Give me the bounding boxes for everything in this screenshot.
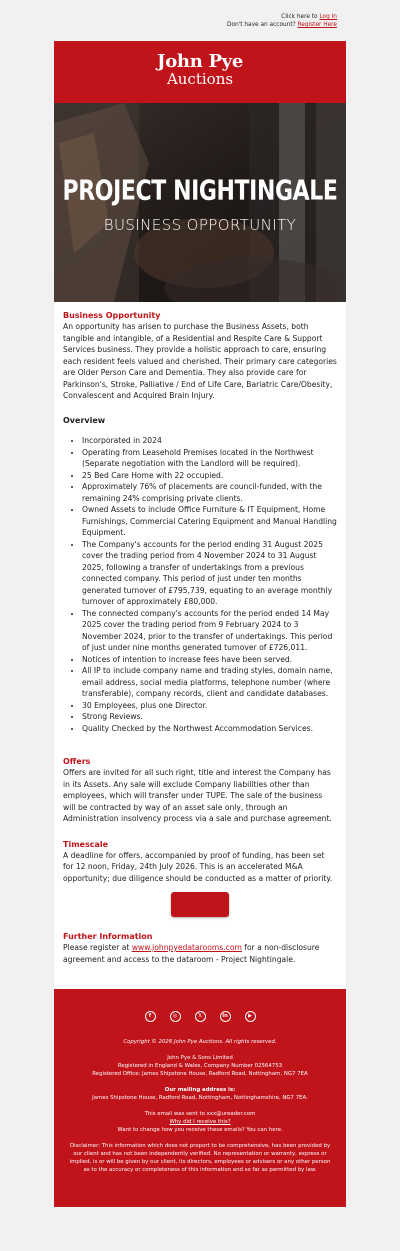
login-prompt: Click here to xyxy=(281,14,320,20)
business-heading: Business Opportunity xyxy=(63,311,161,320)
brand-header xyxy=(54,41,346,103)
copyright: Copyright © 2026 John Pye Auctions. All rights reserved. xyxy=(123,1039,277,1045)
mailing-text: James Shipstone House, Radford Road, Nottingham, Nottinghamshire, NG7 7EA. xyxy=(92,1095,308,1101)
email-prefs xyxy=(68,1110,332,1134)
cta-row xyxy=(63,892,337,917)
list-item: • Notices of intention to increase fees have been served. xyxy=(82,654,337,666)
list-item: • 25 Bed Care Home with 22 occupied. xyxy=(82,470,337,482)
list-item: • Owned Assets to include Office Furniture & IT Equipment, Home Furnishings, Commercial Catering Equipment and Manual Handling Equipment. xyxy=(82,504,337,539)
list-item: • Strong Reviews. xyxy=(82,711,337,723)
registered-office: Registered Office: James Shipstone House, Radford Road, Nottingham, NG7 7EA xyxy=(92,1071,308,1077)
x-icon[interactable]: 𝕏 xyxy=(195,1011,206,1022)
list-item: • All IP to include company name and trading styles, domain name, email address, social media platforms, telephone number (where transferable), company records, client and candidate databases. xyxy=(82,665,337,700)
logo-line-2[interactable]: Auctions xyxy=(166,70,234,88)
offers-heading: Offers xyxy=(63,757,91,766)
hero-title: PROJECT NIGHTINGALE xyxy=(62,175,338,208)
list-item: • Quality Checked by the Northwest Accommodation Services. xyxy=(82,723,337,735)
login-link[interactable]: Log In xyxy=(319,14,337,20)
sent-to: This email was sent to xxx@ureader.com xyxy=(144,1111,256,1117)
list-item: • Incorporated in 2024 xyxy=(82,435,337,447)
further-heading: Further Information xyxy=(63,932,153,941)
view-more-button[interactable]: View More xyxy=(171,892,229,917)
company-info xyxy=(68,1054,332,1078)
datarooms-link[interactable]: www.johnpyedatarooms.com xyxy=(131,943,242,952)
footer xyxy=(54,989,346,1207)
further-suffix: for a non-disclosure agreement and access to the dataroom - Project Nightingale. xyxy=(63,943,320,964)
list-item: • The Company's accounts for the period ending 31 August 2025 cover the trading period from 4 November 2024 to 31 August 2025, following a transfer of undertakings from a previous connected company. This period of just under ten months generated turnover of £795,739, equating to an average monthly turnover of approximately £80,000. xyxy=(82,539,337,608)
timescale-section xyxy=(63,839,337,885)
timescale-heading: Timescale xyxy=(63,839,109,849)
list-item: • Operating from Leasehold Premises located in the Northwest (Separate negotiation with the Landlord will be required). xyxy=(82,447,337,470)
linkedin-icon[interactable]: in xyxy=(220,1011,231,1022)
mailing-heading: Our mailing address is: xyxy=(164,1087,236,1093)
disclaimer: Disclaimer: This information which does not proport to be comprehensive, has been provided by our client and has not been independently verified. No representation or warranty, express or implied, is or will be given by our client, its directors, employees or advisers or any other person as to the accuracy or completeness of this information and so far as permitted by law. xyxy=(69,1143,331,1173)
register-link[interactable]: Register Here xyxy=(297,22,337,28)
why-received-link[interactable]: Why did I receive this? xyxy=(169,1119,231,1125)
email-body xyxy=(54,302,346,989)
business-text: An opportunity has arisen to purchase the Business Assets, both tangible and intangible, of a Residential and Respite Care & Support Services business. They provide a holistic approach to care, ensuring each resident feels valued and cherished. Their primary care categories are Older Person Care and Dementia. They also provide care for Parkinson's, Stroke, Palliative / End of Life Care, Bariatric Care/Obesity, Convalescent and Acquired Brain Injury. xyxy=(63,322,337,400)
social-links xyxy=(68,1011,332,1022)
further-text xyxy=(63,942,337,965)
mailing-address xyxy=(68,1086,332,1102)
register-prompt: Don't have an account? xyxy=(226,22,298,28)
youtube-icon[interactable]: ▶ xyxy=(245,1011,256,1022)
further-prefix: Please register at xyxy=(63,943,132,952)
change-prefs: Want to change how you receive these emails? You can here. xyxy=(117,1127,283,1133)
list-item: • The connected company's accounts for the period ended 14 May 2025 cover the trading period from 9 February 2024 to 3 November 2024, prior to the transfer of undertakings. This period of just under nine months generated turnover of £726,011. xyxy=(82,608,337,654)
overview-heading: Overview xyxy=(63,415,106,425)
list-item: • Approximately 76% of placements are council-funded, with the remaining 24% comprising private clients. xyxy=(82,481,337,504)
instagram-icon[interactable]: ◎ xyxy=(170,1011,181,1022)
facebook-icon[interactable]: f xyxy=(145,1011,156,1022)
email-container xyxy=(54,41,346,1207)
top-links xyxy=(0,0,400,40)
further-section xyxy=(63,931,337,965)
hero-subtitle: BUSINESS OPPORTUNITY xyxy=(103,216,297,234)
company-registration: Registered in England & Wales, Company Number 02564753 xyxy=(117,1063,283,1069)
overview-list xyxy=(63,435,337,734)
offers-section xyxy=(63,756,337,825)
offers-text: Offers are invited for all such right, title and interest the Company has in its Assets. Any sale will exclude Company liabilities other than employees, which will transfer under TUPE. The sale of the business will be contracted by way of an asset sale only, through an Administration insolvency process via a sale and purchase agreement. xyxy=(63,768,332,823)
hero-banner[interactable] xyxy=(54,103,346,302)
company-name: John Pye & Sons Limited xyxy=(167,1055,233,1061)
list-item: • 30 Employees, plus one Director. xyxy=(82,700,337,712)
logo-line-1[interactable]: John Pye xyxy=(156,51,243,72)
timescale-text: A deadline for offers, accompanied by proof of funding, has been set for 12 noon, Friday, 24th July 2026. This is an accelerated M&A opportunity; due diligence should be conducted as a matter of priority. xyxy=(63,850,333,883)
